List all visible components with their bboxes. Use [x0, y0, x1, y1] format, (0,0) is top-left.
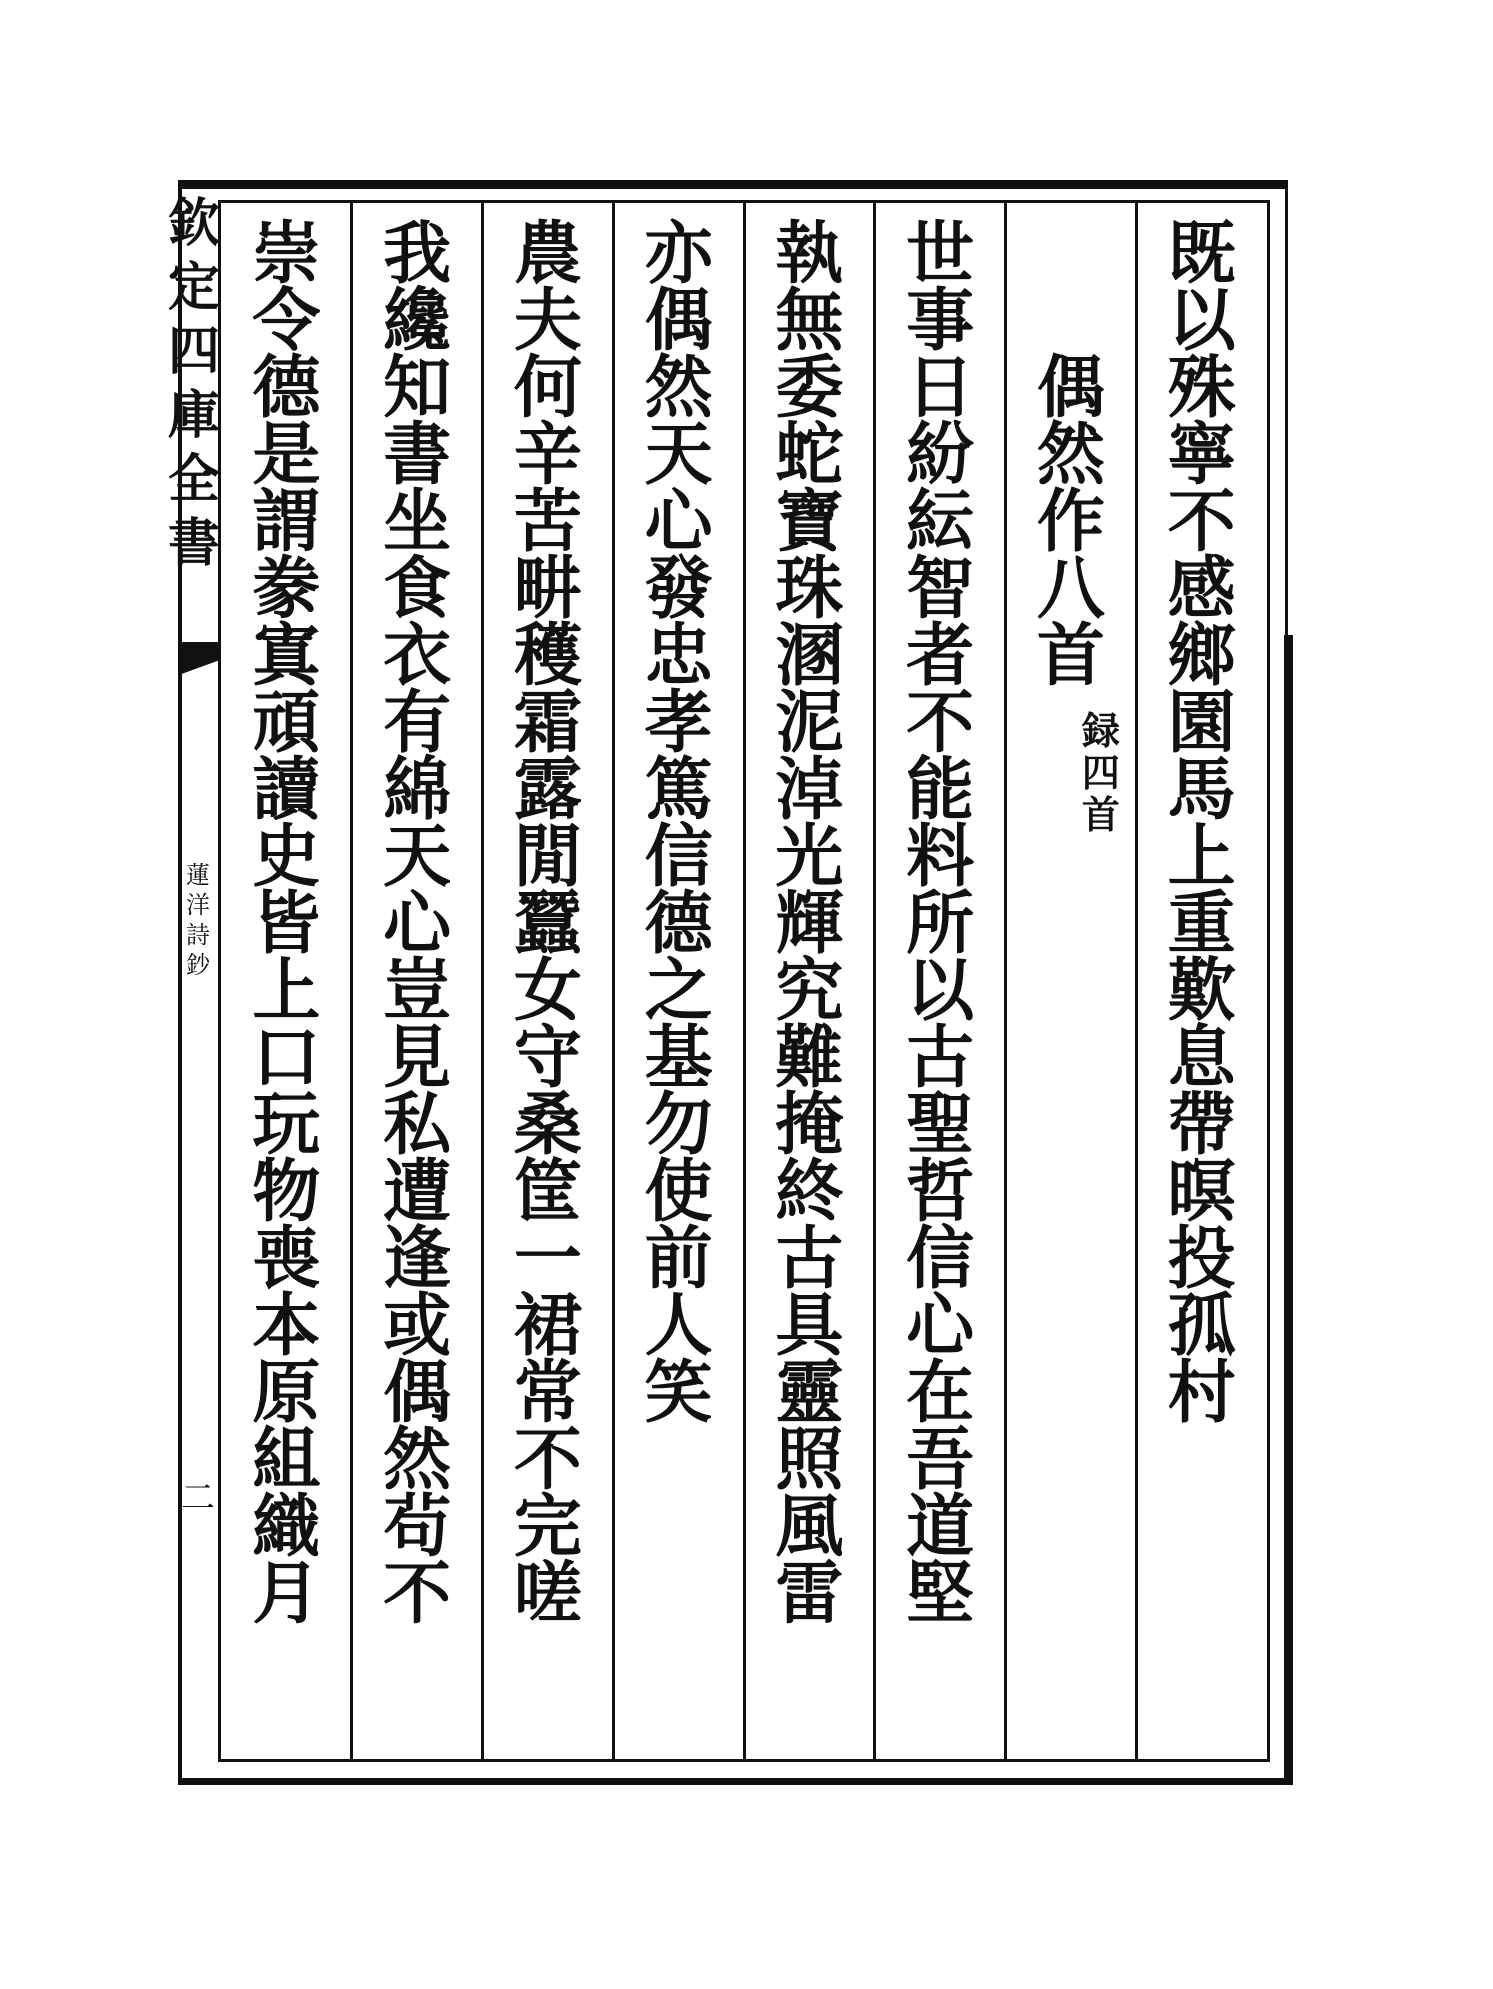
character: 月 [252, 1554, 321, 1634]
text-column [759, 214, 859, 1634]
column-rule [481, 203, 484, 1759]
character: 心 [383, 884, 452, 964]
character: 謂 [252, 482, 321, 562]
column-rule [1135, 203, 1138, 1759]
title-note [1051, 710, 1151, 836]
character: 上 [252, 951, 321, 1031]
text-column [1021, 348, 1121, 696]
character: 帶 [1167, 1085, 1236, 1165]
character: 委 [775, 348, 844, 428]
text-column [498, 214, 598, 1634]
character: 裙 [513, 1286, 582, 1366]
character: 天 [383, 817, 452, 897]
note-character: 録 [1081, 708, 1120, 753]
character: 不 [1167, 482, 1236, 562]
character: 古 [906, 1018, 975, 1098]
character: 偶 [1036, 348, 1105, 428]
character: 喪 [252, 1219, 321, 1299]
character: 能 [906, 750, 975, 830]
character: 令 [252, 281, 321, 361]
character: 照 [775, 1420, 844, 1500]
character: 掩 [775, 1085, 844, 1165]
character: 殊 [1167, 348, 1236, 428]
character: 組 [252, 1420, 321, 1500]
character: 霜 [513, 683, 582, 763]
book-title-char: 洋 [186, 891, 210, 919]
character: 泥 [775, 683, 844, 763]
character: 暝 [1167, 1152, 1236, 1232]
character: 忠 [644, 616, 713, 696]
character: 者 [906, 616, 975, 696]
character: 不 [383, 1554, 452, 1634]
character: 使 [644, 1152, 713, 1232]
character: 遭 [383, 1152, 452, 1232]
character: 茍 [383, 1487, 452, 1567]
character: 物 [252, 1152, 321, 1232]
character: 綿 [383, 750, 452, 830]
character: 光 [775, 817, 844, 897]
character: 織 [252, 1487, 321, 1567]
character: 何 [513, 348, 582, 428]
character: 玩 [252, 1085, 321, 1165]
character: 德 [252, 348, 321, 428]
character: 風 [775, 1487, 844, 1567]
frame-right-edge [1284, 635, 1293, 1785]
character: 完 [513, 1487, 582, 1567]
character: 之 [644, 951, 713, 1031]
character: 以 [1167, 281, 1236, 361]
character: 有 [383, 683, 452, 763]
character: 然 [383, 1420, 452, 1500]
character: 基 [644, 1018, 713, 1098]
character: 園 [1167, 683, 1236, 763]
character: 常 [513, 1353, 582, 1433]
character: 心 [906, 1286, 975, 1366]
character: 偶 [644, 281, 713, 361]
text-block [218, 200, 1270, 1762]
character: 皆 [252, 884, 321, 964]
character: 溷 [775, 616, 844, 696]
character: 不 [906, 683, 975, 763]
character: 頑 [252, 683, 321, 763]
character: 本 [252, 1286, 321, 1366]
character: 天 [644, 415, 713, 495]
page-number: 二 [181, 1478, 215, 1518]
character: 亦 [644, 214, 713, 294]
character: 聖 [906, 1085, 975, 1165]
character: 坐 [383, 482, 452, 562]
text-column [629, 214, 729, 1433]
collection-title [168, 192, 220, 576]
character: 靈 [775, 1353, 844, 1433]
character: 古 [775, 1219, 844, 1299]
character: 吾 [906, 1420, 975, 1500]
character: 既 [1167, 214, 1236, 294]
character: 逢 [383, 1219, 452, 1299]
character: 執 [775, 214, 844, 294]
character: 淖 [775, 750, 844, 830]
character: 私 [383, 1085, 452, 1165]
character: 紜 [906, 482, 975, 562]
character: 所 [906, 884, 975, 964]
character: 智 [906, 549, 975, 629]
character: 蛇 [775, 415, 844, 495]
character: 豢 [252, 549, 321, 629]
character: 寧 [1167, 415, 1236, 495]
character: 農 [513, 214, 582, 294]
character: 無 [775, 281, 844, 361]
character: 勿 [644, 1085, 713, 1165]
character: 道 [906, 1487, 975, 1567]
character: 信 [906, 1219, 975, 1299]
character: 重 [1167, 884, 1236, 964]
character: 桑 [513, 1085, 582, 1165]
text-column [890, 214, 990, 1634]
column-rule [873, 203, 876, 1759]
character: 哲 [906, 1152, 975, 1232]
character: 孤 [1167, 1286, 1236, 1366]
character: 讀 [252, 750, 321, 830]
character: 守 [513, 1018, 582, 1098]
book-title-char: 鈔 [186, 951, 210, 979]
character: 堅 [906, 1554, 975, 1634]
character: 信 [644, 817, 713, 897]
character: 珠 [775, 549, 844, 629]
character: 偶 [383, 1353, 452, 1433]
character: 德 [644, 884, 713, 964]
character: 日 [906, 348, 975, 428]
character: 馬 [1167, 750, 1236, 830]
character: 人 [644, 1286, 713, 1366]
character: 蠶 [513, 884, 582, 964]
character: 寘 [252, 616, 321, 696]
character: 原 [252, 1353, 321, 1433]
character: 事 [906, 281, 975, 361]
text-column [1152, 214, 1252, 1433]
column-rule [350, 203, 353, 1759]
character: 閒 [513, 817, 582, 897]
character: 女 [513, 951, 582, 1031]
character: 在 [906, 1353, 975, 1433]
character: 終 [775, 1152, 844, 1232]
collection-title-char: 全 [168, 449, 221, 510]
character: 或 [383, 1286, 452, 1366]
character: 以 [906, 951, 975, 1031]
character: 具 [775, 1286, 844, 1366]
character: 孝 [644, 683, 713, 763]
character: 料 [906, 817, 975, 897]
character: 發 [644, 549, 713, 629]
character: 知 [383, 348, 452, 428]
collection-title-char: 四 [168, 321, 221, 382]
column-rule [743, 203, 746, 1759]
book-title-char: 蓮 [186, 861, 210, 889]
character: 寶 [775, 482, 844, 562]
character: 上 [1167, 817, 1236, 897]
character: 投 [1167, 1219, 1236, 1299]
character: 畊 [513, 549, 582, 629]
character: 作 [1036, 482, 1105, 562]
character: 書 [383, 415, 452, 495]
character: 一 [513, 1219, 582, 1299]
character: 嗟 [513, 1554, 582, 1634]
character: 食 [383, 549, 452, 629]
character: 難 [775, 1018, 844, 1098]
column-rule [612, 203, 615, 1759]
character: 前 [644, 1219, 713, 1299]
collection-title-char: 庫 [168, 385, 221, 446]
character: 露 [513, 750, 582, 830]
character: 穫 [513, 616, 582, 696]
character: 村 [1167, 1353, 1236, 1433]
character: 雷 [775, 1554, 844, 1634]
collection-title-char: 欽 [168, 193, 221, 254]
collection-title-char: 書 [168, 513, 221, 574]
character: 八 [1036, 549, 1105, 629]
character: 口 [252, 1018, 321, 1098]
character: 輝 [775, 884, 844, 964]
character: 篤 [644, 750, 713, 830]
book-title-char: 詩 [186, 921, 210, 949]
character: 辛 [513, 415, 582, 495]
note-character: 四 [1081, 750, 1120, 795]
character: 究 [775, 951, 844, 1031]
character: 見 [383, 1018, 452, 1098]
character: 豈 [383, 951, 452, 1031]
character: 息 [1167, 1018, 1236, 1098]
character: 苦 [513, 482, 582, 562]
character: 世 [906, 214, 975, 294]
character: 歎 [1167, 951, 1236, 1031]
character: 崇 [252, 214, 321, 294]
character: 夫 [513, 281, 582, 361]
character: 首 [1036, 616, 1105, 696]
fishtail-ornament [178, 645, 218, 685]
character: 史 [252, 817, 321, 897]
text-column [367, 214, 467, 1634]
character: 鄉 [1167, 616, 1236, 696]
collection-title-char: 定 [168, 257, 221, 318]
character: 不 [513, 1420, 582, 1500]
character: 筐 [513, 1152, 582, 1232]
character: 然 [644, 348, 713, 428]
column-rule [1004, 203, 1007, 1759]
character: 心 [644, 482, 713, 562]
book-title [178, 860, 218, 980]
text-column [236, 214, 336, 1634]
character: 衣 [383, 616, 452, 696]
note-character: 首 [1081, 792, 1120, 837]
character: 感 [1167, 549, 1236, 629]
character: 紛 [906, 415, 975, 495]
character: 我 [383, 214, 452, 294]
character: 是 [252, 415, 321, 495]
character: 笑 [644, 1353, 713, 1433]
character: 然 [1036, 415, 1105, 495]
character: 纔 [383, 281, 452, 361]
